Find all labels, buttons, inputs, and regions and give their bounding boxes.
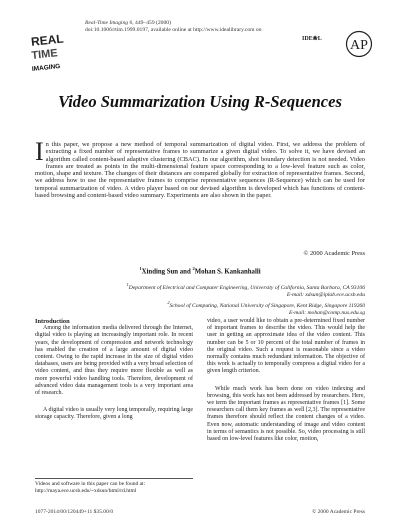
affiliation-2: $^2$School of Computing, National University of Singapore, Kent Ridge, Singapore 119260 (167, 299, 365, 309)
journal-logo (30, 30, 70, 74)
author1-sup: 1 (139, 266, 142, 271)
author-line (20, 266, 380, 275)
journal-title: Real-Time Imaging (85, 20, 129, 26)
footnote: Videos and software in this paper can be found at: http://maya.ece.ucsb.edu/~xdsun/html/rd.html (35, 481, 146, 494)
issn-code: 1077-2014/00/120449+11 $35.00/0 (35, 509, 114, 515)
author2-sup: 2 (192, 266, 195, 271)
doi-line: doi:10.1006/rtim.1999.0197, available online at http://www.idealibrary.com on (85, 27, 262, 33)
abstract (35, 137, 365, 200)
footnote-rule (35, 478, 193, 479)
svg-text:TIME: TIME (30, 47, 59, 62)
author2: Mohan S. Kankanhalli (194, 268, 261, 276)
journal-volume-pages: 6, 449–459 (2000) (128, 20, 171, 26)
copyright-notice: © 2000 Academic Press (303, 250, 365, 257)
paper-title: Video Summarization Using R-Sequences (58, 92, 342, 111)
svg-text:IMAGING: IMAGING (31, 63, 61, 73)
svg-text:AP: AP (350, 38, 368, 53)
academic-press-logo (345, 30, 373, 58)
abstract-dropcap: I (35, 137, 44, 166)
affiliations (35, 281, 365, 317)
copyright-footer: © 2000 Academic Press (312, 509, 365, 515)
right-paragraph-1: video, a user would like to obtain a pre-determined fixed number of important frames to describe the video. This would help the user in getting an approximate idea of the video content. This number can be 5 or 10 percent of the total number of frames in the original video. Such a request is reasonable since a video normally contains much redundant information. The objective of this work is actually to temporally compress a digital video for a given length criterion. (207, 318, 365, 375)
author1: Xinding Sun and (141, 268, 193, 276)
right-paragraph-2: While much work has been done on video indexing and browsing, this work has not been addressed by researchers. Here, we term the important frames as representative frames [1]. Some researchers call them key frames as well [2,3]. The representative frames therefore should reflect the content changes of a video. Even now, automatic understanding of image and video content in terms of semantics is not possible. So, video processing is still based on low-level features like color, motion, (207, 385, 365, 443)
affiliation-1-email: E-mail: xdsun@iplab.ece.ucsb.edu (286, 291, 365, 298)
section-heading-introduction: Introduction (35, 318, 70, 325)
abstract-text: n this paper, we propose a new method of temporal summarization of digital video. First, we address the problem of extracting a fixed number of representative frames to summarize a given digital video. To solve it, we have devised an algorithm called content-based adaptive clustering (CBAC). In our algorithm, shot boundary detection is not needed. Video frames are treated as points in the multi-dimensional feature space corresponding to a low-level feature such as color, motion, shape and texture. The changes of their distances are compared globally for extraction of representative frames. Second, we address how to use the representative frames to comprise representative sequences (R-Sequence) which can be used for temporal summarization of video. A video player based on our devised algorithm is developed which has functions of content-based browsing and content-based video summary. Experiments are also shown in the paper. (35, 141, 365, 200)
intro-paragraph-1: Among the information media delivered through the Internet, digital video is playing an increasingly important role. In recent years, the development of compression and network technology has enabled the creation of a large amount of digital video content. Owing to the rapid increase in the size of digital video databases, users are being provided with a very broad selection of video content, and thus they require more flexible as well as more powerful video handling tools. Therefore, development of advanced video data management tools is a very important area of research. (35, 325, 193, 397)
affiliation-1: $^1$Department of Electrical and Computer Engineering, University of California, Santa Barbara, CA 93106 (126, 282, 365, 291)
right-column (207, 318, 365, 443)
intro-paragraph-2: A digital video is usually very long temporally, requiring large storage capacity. Therefore, given a long (35, 407, 193, 421)
svg-text:REAL: REAL (30, 31, 65, 49)
ideal-library-mark: IDE❀L (302, 36, 322, 42)
affiliation-2-email: E-mail: mohan@comp.nus.edu.sg (289, 309, 365, 316)
left-column (35, 318, 193, 422)
journal-citation (85, 20, 385, 34)
